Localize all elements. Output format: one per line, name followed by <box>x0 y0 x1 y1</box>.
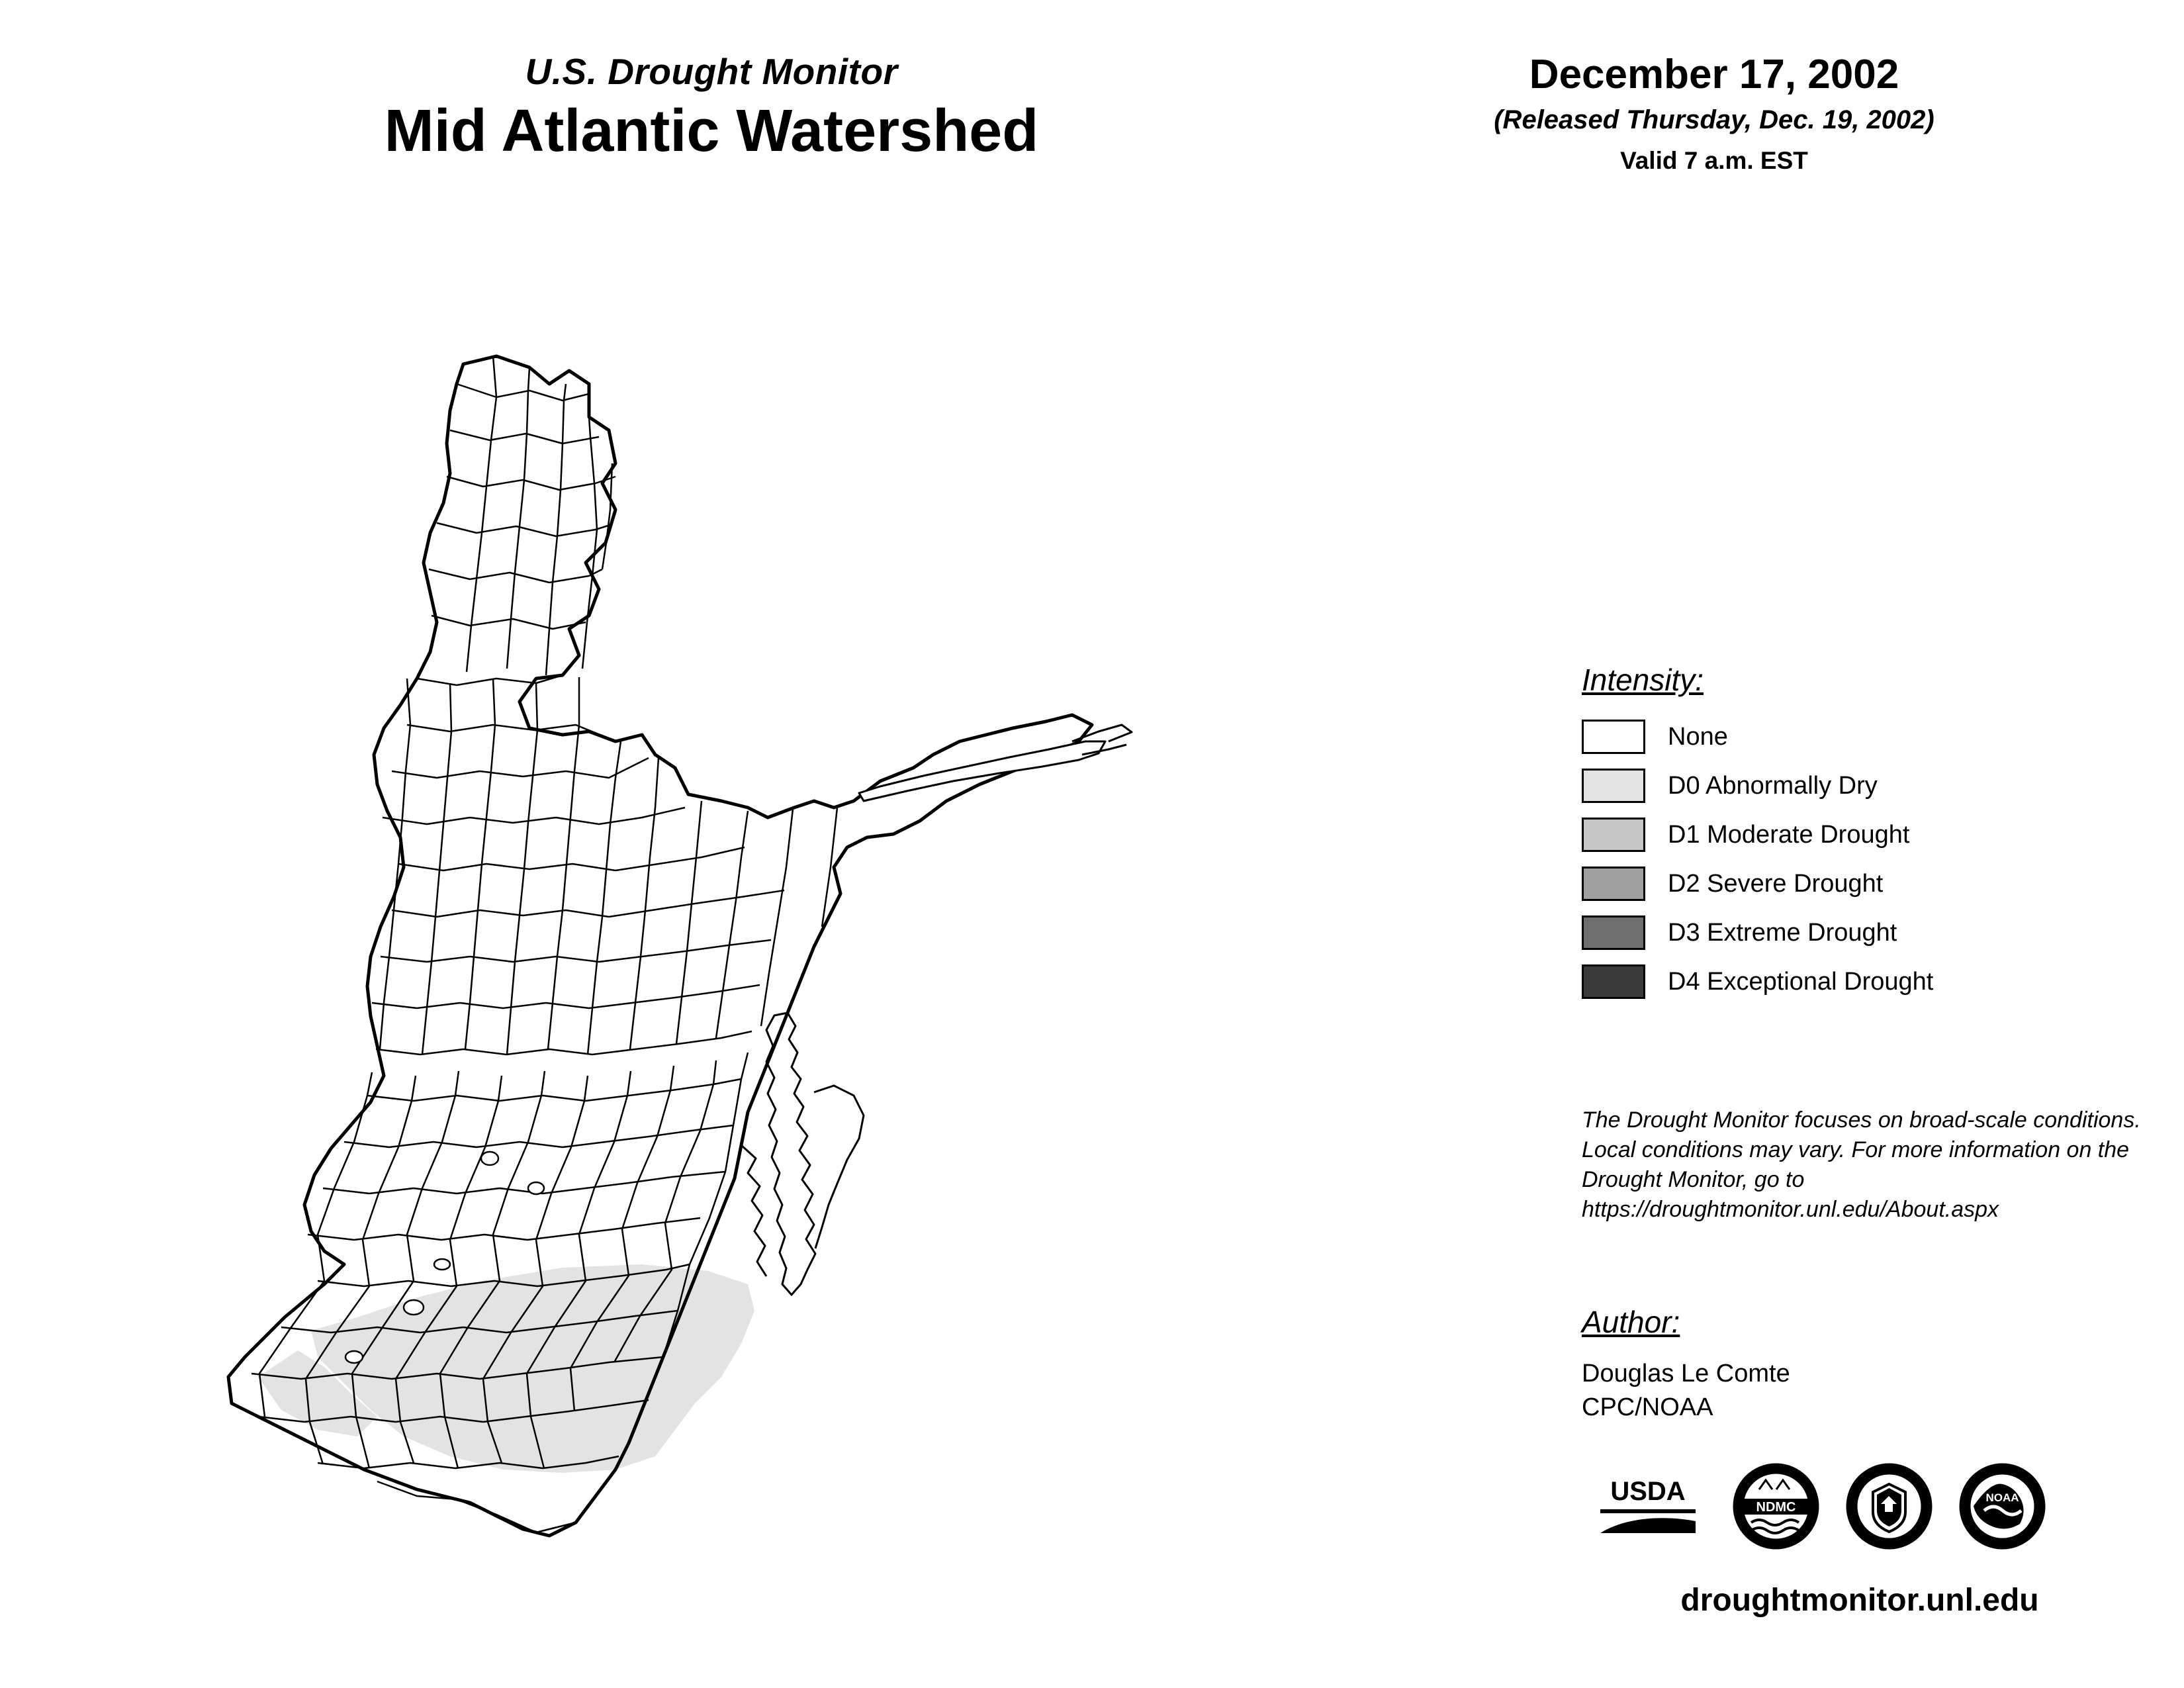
map-svg <box>218 344 1410 1635</box>
legend-item-none <box>1582 712 2164 761</box>
legend-swatch-d2 <box>1582 867 1645 901</box>
author-name: Douglas Le Comte <box>1582 1360 1790 1387</box>
header-title-block <box>199 53 1224 165</box>
author-block <box>1582 1304 2177 1425</box>
long-island <box>859 741 1105 801</box>
map-date: December 17, 2002 <box>1529 52 1899 97</box>
legend-panel <box>1582 662 2164 1006</box>
site-url[interactable]: droughtmonitor.unl.edu <box>1680 1583 2039 1618</box>
author-affiliation: CPC/NOAA <box>1582 1393 1713 1422</box>
legend-label-d2: D2 Severe Drought <box>1668 869 1884 898</box>
legend-swatch-d0 <box>1582 769 1645 803</box>
legend-swatch-d1 <box>1582 818 1645 852</box>
usda-logo <box>1588 1470 1707 1542</box>
legend-item-d0 <box>1582 761 2164 810</box>
valid-time: Valid 7 a.m. EST <box>1620 147 1808 175</box>
svg-text:NOAA: NOAA <box>1985 1491 2019 1504</box>
legend-disclaimer: The Drought Monitor focuses on broad-scale conditions. Local conditions may vary. For more information on the Drought Monitor, go to https://droughtmonitor.unl.edu/About.aspx <box>1582 1107 2141 1222</box>
svg-text:NDMC: NDMC <box>1756 1499 1796 1515</box>
logo-row <box>1588 1456 2118 1556</box>
legend-label-d1: D1 Moderate Drought <box>1668 820 1910 849</box>
page-title: Mid Atlantic Watershed <box>384 97 1039 164</box>
release-date: (Released Thursday, Dec. 19, 2002) <box>1494 105 1934 135</box>
legend-label-d0: D0 Abnormally Dry <box>1668 771 1878 800</box>
legend-label-none: None <box>1668 722 1728 751</box>
noaa-logo <box>1958 1462 2047 1551</box>
header-date-block <box>1383 53 2045 175</box>
svg-text:USDA: USDA <box>1610 1477 1686 1506</box>
drought-monitor-subtitle: U.S. Drought Monitor <box>525 51 898 92</box>
chesapeake-bay-coastline <box>741 1013 864 1295</box>
usdc-logo <box>1844 1462 1934 1551</box>
legend-item-d4 <box>1582 957 2164 1006</box>
legend-item-d3 <box>1582 908 2164 957</box>
legend-label-d3: D3 Extreme Drought <box>1668 918 1897 947</box>
legend-swatch-d4 <box>1582 964 1645 999</box>
legend-swatch-d3 <box>1582 915 1645 950</box>
legend-label-d4: D4 Exceptional Drought <box>1668 967 1934 996</box>
legend-item-d1 <box>1582 810 2164 859</box>
author-heading: Author: <box>1582 1305 1680 1339</box>
legend-heading: Intensity: <box>1582 663 1704 697</box>
drought-map <box>218 344 1410 1635</box>
legend-item-d2 <box>1582 859 2164 908</box>
ndmc-logo <box>1731 1462 1821 1551</box>
legend-swatch-none <box>1582 720 1645 754</box>
